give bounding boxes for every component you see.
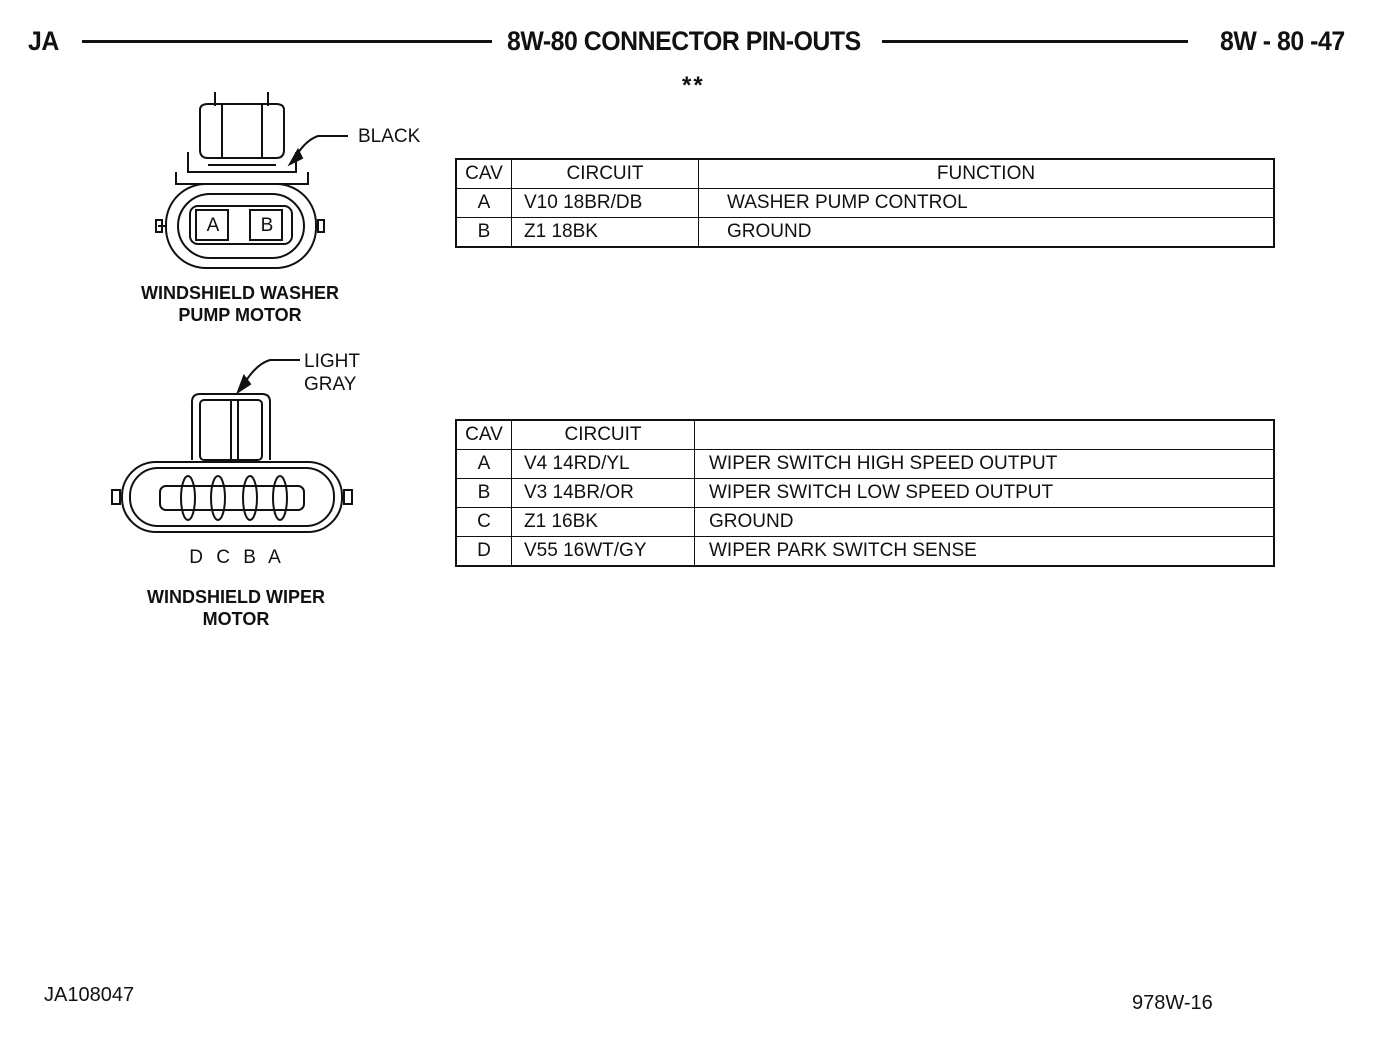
table-header-row: [456, 420, 1274, 450]
circuit-cell: Z1 18BK: [512, 218, 699, 248]
column-header: CIRCUIT: [512, 159, 699, 189]
cav-cell: B: [456, 218, 512, 248]
header-left: JA: [28, 26, 59, 56]
figure-id: JA108047: [44, 984, 135, 1006]
pin-label-a: A: [206, 215, 220, 236]
circuit-cell: V3 14BR/OR: [512, 479, 695, 508]
circuit-cell: V55 16WT/GY: [512, 537, 695, 567]
table-row: [456, 218, 1274, 248]
table-row: [456, 189, 1274, 218]
cav-cell: A: [456, 189, 512, 218]
function-cell: WIPER PARK SWITCH SENSE: [695, 537, 1275, 567]
table-header-row: [456, 159, 1274, 189]
circuit-cell: V10 18BR/DB: [512, 189, 699, 218]
caption-line: WINDSHIELD WASHER: [141, 283, 339, 303]
reference-code: 978W-16: [1132, 992, 1213, 1014]
cav-cell: A: [456, 450, 512, 479]
table-row: [456, 508, 1274, 537]
connector-caption: [100, 282, 380, 326]
marker: **: [682, 72, 705, 99]
column-header: [695, 420, 1275, 450]
connector-color-label: BLACK: [358, 126, 421, 147]
table-row: [456, 537, 1274, 567]
page-title: 8W-80 CONNECTOR PIN-OUTS: [507, 26, 861, 56]
column-header: CAV: [456, 420, 512, 450]
wiper-pinout-table: [455, 419, 1275, 567]
cav-cell: D: [456, 537, 512, 567]
page-number: 8W - 80 -47: [1220, 26, 1345, 56]
caption-line: WINDSHIELD WIPER: [147, 587, 325, 607]
circuit-cell: Z1 16BK: [512, 508, 695, 537]
function-cell: WIPER SWITCH HIGH SPEED OUTPUT: [695, 450, 1275, 479]
table-row: [456, 450, 1274, 479]
function-cell: WASHER PUMP CONTROL: [699, 189, 1275, 218]
connector-color-label: [304, 350, 360, 396]
column-header: CAV: [456, 159, 512, 189]
color-label-line: LIGHT: [304, 351, 360, 372]
connector-caption: [100, 586, 372, 630]
column-header: FUNCTION: [699, 159, 1275, 189]
column-header: CIRCUIT: [512, 420, 695, 450]
washer-connector-drawing: [156, 92, 348, 268]
caption-line: MOTOR: [202, 609, 270, 629]
pin-label-b: B: [260, 215, 274, 236]
pin-order-label: D C B A: [189, 547, 281, 568]
circuit-cell: V4 14RD/YL: [512, 450, 695, 479]
function-cell: WIPER SWITCH LOW SPEED OUTPUT: [695, 479, 1275, 508]
caption-line: PUMP MOTOR: [178, 305, 302, 325]
function-cell: GROUND: [695, 508, 1275, 537]
washer-pinout-table: [455, 158, 1275, 248]
function-cell: GROUND: [699, 218, 1275, 248]
table-row: [456, 479, 1274, 508]
cav-cell: B: [456, 479, 512, 508]
cav-cell: C: [456, 508, 512, 537]
color-label-line: GRAY: [304, 374, 357, 395]
